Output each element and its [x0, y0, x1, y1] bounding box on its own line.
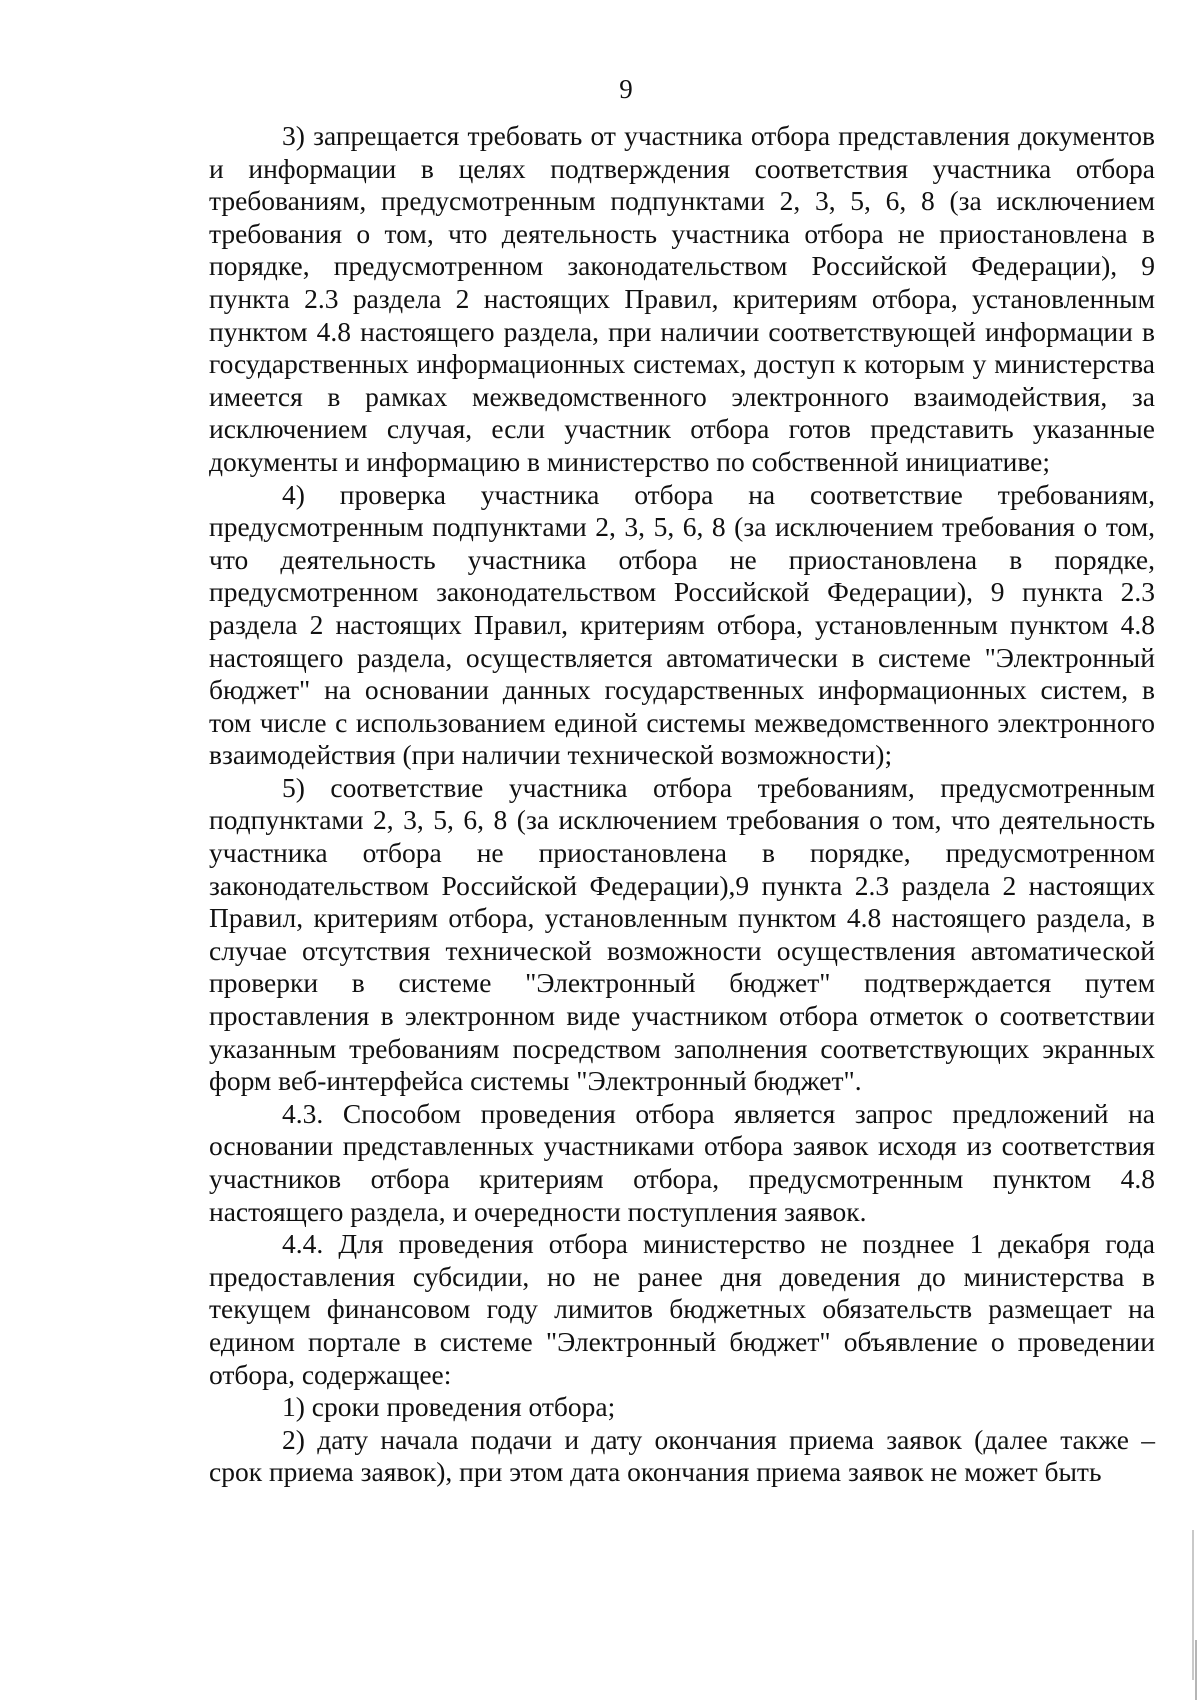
- document-body: [209, 120, 1155, 1489]
- paragraph-list-item-1: 1) сроки проведения отбора;: [282, 1391, 616, 1423]
- paragraph-item-5: 5) соответствие участника отбора требованиям, предусмотренным подпунктами 2, 3, 5, 6, 8 (за исключением требования о том, что деятельность участника отбора не приостановлена в порядке, предусмотренном законодательством Российской Федерации),9 пункта 2.3 раздела 2 настоящих Правил, критериям отбора, установленным пунктом 4.8 настоящего раздела, в случае отсутствия технической возможности осуществления автоматической проверки в системе "Электронный бюджет" подтверждается путем проставления в электронном виде участником отбора отметок о соответствии указанным требованиям посредством заполнения соответствующих экранных форм веб-интерфейса системы "Электронный бюджет".: [209, 771, 1155, 1097]
- page-number: 9: [619, 74, 633, 104]
- paragraph-section-4-4: 4.4. Для проведения отбора министерство не позднее 1 декабря года предоставления субсидии, но не ранее дня доведения до министерства в текущем финансовом году лимитов бюджетных обязательств размещает на едином портале в системе "Электронный бюджет" объявление о проведении отбора, содержащее:: [209, 1228, 1155, 1390]
- paragraph-list-item-2: 2) дату начала подачи и дату окончания приема заявок (далее также – срок приема заявок), при этом дата окончания приема заявок не может быть: [209, 1423, 1155, 1488]
- paragraph-item-3: 3) запрещается требовать от участника отбора представления документов и информации в целях подтверждения соответствия участника отбора требованиям, предусмотренным подпунктами 2, 3, 5, 6, 8 (за исключением требования о том, что деятельность участника отбора не приостановлена в порядке, предусмотренном законодательством Российской Федерации), 9 пункта 2.3 раздела 2 настоящих Правил, критериям отбора, установленным пунктом 4.8 настоящего раздела, при наличии соответствующей информации в государственных информационных системах, доступ к которым у министерства имеется в рамках межведомственного электронного взаимодействия, за исключением случая, если участник отбора готов представить указанные документы и информацию в министерство по собственной инициативе;: [209, 120, 1155, 477]
- scan-edge-mark-lower: [1195, 1640, 1197, 1700]
- paragraph-item-4: 4) проверка участника отбора на соответствие требованиям, предусмотренным подпунктами 2, 3, 5, 6, 8 (за исключением требования о том, что деятельность участника отбора не приостановлена в порядке, предусмотренном законодательством Российской Федерации), 9 пункта 2.3 раздела 2 настоящих Правил, критериям отбора, установленным пунктом 4.8 настоящего раздела, осуществляется автоматически в системе "Электронный бюджет" на основании данных государственных информационных систем, в том числе с использованием единой системы межведомственного электронного взаимодействия (при наличии технической возможности);: [209, 478, 1155, 771]
- paragraph-section-4-3: 4.3. Способом проведения отбора является запрос предложений на основании представленных участниками отбора заявок исходя из соответствия участников отбора критериям отбора, предусмотренным пунктом 4.8 настоящего раздела, и очередности поступления заявок.: [209, 1097, 1155, 1227]
- scan-edge-mark: [1192, 1530, 1194, 1680]
